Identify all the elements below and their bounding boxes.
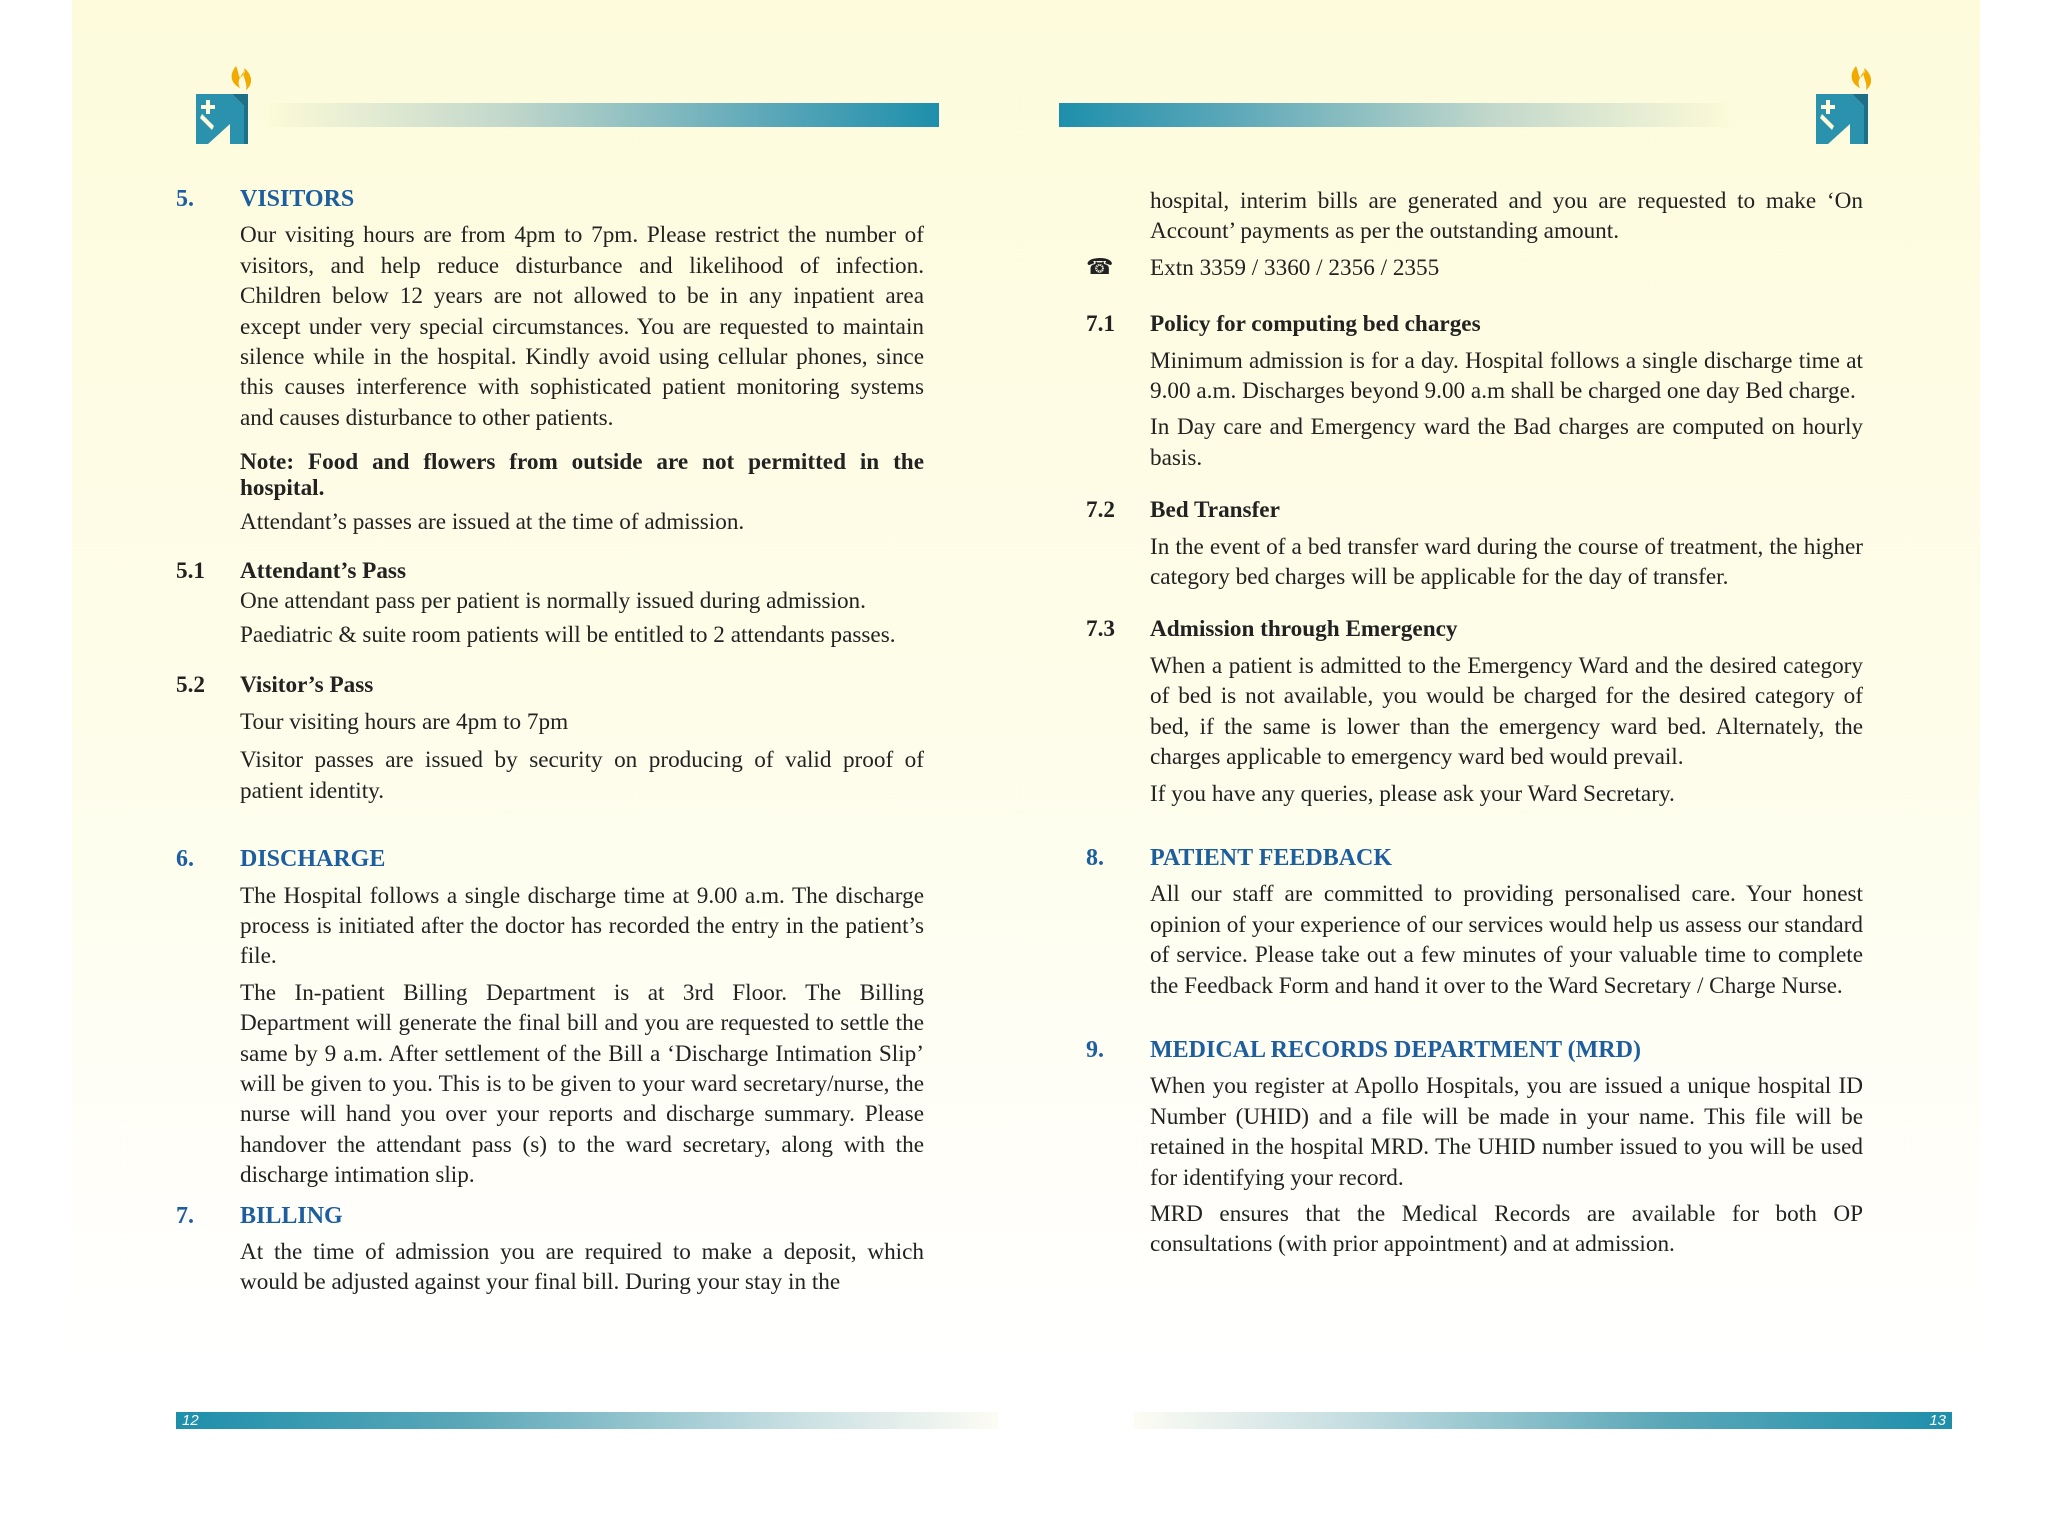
- feedback-paragraph: All our staff are committed to providing personalised care. Your honest opinion of your experience of our services would help us assess our standard of service. Please take out a few minutes of your valuable time to complete the Feedback Form and hand it over to the Ward Secretary / Charge Nurse.: [1150, 881, 1863, 999]
- left-page: [72, 0, 1026, 1515]
- subsection-heading: 5.2 Visitor’s Pass: [176, 672, 374, 699]
- header-bar: [268, 103, 939, 127]
- attendant-pass-paragraph: One attendant pass per patient is normally issued during admission.: [240, 588, 866, 615]
- left-content: [176, 184, 924, 1298]
- bed-charges-paragraph: In Day care and Emergency ward the Bad charges are computed on hourly basis.: [1150, 414, 1863, 471]
- visitors-paragraph: Our visiting hours are from 4pm to 7pm. Please restrict the number of visitors, and help reduce disturbance and likelihood of infection. Children below 12 years are not allowed to be in any inpatient area except under very special circumstances. You are requested to maintain silence while in the hospital. Kindly avoid using cellular phones, since this causes interference with sophisticated patient monitoring systems and causes disturbance to other patients.: [240, 222, 924, 431]
- visitor-pass-paragraph: Tour visiting hours are 4pm to 7pm: [240, 708, 569, 735]
- section-heading: 6. DISCHARGE: [176, 846, 386, 873]
- footer-bar: [176, 1412, 998, 1429]
- right-content: [1086, 186, 1863, 1260]
- footer-bar: [1134, 1412, 1952, 1429]
- section-heading: 8. PATIENT FEEDBACK: [1086, 844, 1393, 871]
- discharge-paragraph: The In-patient Billing Department is at 3rd Floor. The Billing Department will generate the final bill and you are requested to settle the same by 9 a.m. After settlement of the Bill a ‘Discharge Intimation Slip’ will be given to you. This is to be given to your ward secretary/nurse, the nurse will hand you over your reports and discharge summary. Please handover the attendant pass (s) to the ward secretary, along with the discharge intimation slip.: [240, 979, 924, 1189]
- visitors-paragraph: Attendant’s passes are issued at the time of admission.: [240, 509, 745, 536]
- page-number: 13: [1929, 1412, 1946, 1429]
- visitors-note: Note: Food and flowers from outside are not permitted in the hospital.: [240, 449, 924, 502]
- telephone-icon: ☎: [1086, 254, 1114, 280]
- subsection-heading: 5.1 Attendant’s Pass: [176, 557, 406, 584]
- billing-continued-paragraph: hospital, interim bills are generated and you are requested to make ‘On Account’ payments as per the outstanding amount.: [1150, 188, 1863, 245]
- discharge-paragraph: The Hospital follows a single discharge time at 9.00 a.m. The discharge process is initiated after the doctor has recorded the entry in the patient’s file.: [240, 882, 924, 970]
- emergency-paragraph: When a patient is admitted to the Emergency Ward and the desired category of bed is not available, you would be charged for the desired category of bed, if the same is lower than the emergency ward bed. Alternately, the charges applicable to emergency ward bed would prevail.: [1150, 652, 1863, 771]
- mrd-paragraph: MRD ensures that the Medical Records are available for both OP consultations (with prior appointment) and at admission.: [1150, 1200, 1863, 1258]
- section-heading: 7. BILLING: [176, 1202, 343, 1229]
- subsection-heading: 7.1 Policy for computing bed charges: [1086, 311, 1481, 338]
- attendant-pass-paragraph: Paediatric & suite room patients will be entitled to 2 attendants passes.: [240, 622, 896, 649]
- bed-transfer-paragraph: In the event of a bed transfer ward during the course of treatment, the higher category bed charges will be applicable for the day of transfer.: [1150, 533, 1863, 591]
- subsection-heading: 7.2 Bed Transfer: [1086, 497, 1280, 524]
- section-heading: 5. VISITORS: [176, 186, 355, 212]
- page-number: 12: [182, 1412, 199, 1429]
- subsection-heading: 7.3 Admission through Emergency: [1086, 616, 1458, 643]
- visitor-pass-paragraph: Visitor passes are issued by security on producing of valid proof of patient identity.: [240, 747, 924, 804]
- brochure-spread: [72, 0, 1980, 1515]
- header-bar: [1059, 103, 1729, 127]
- right-page: [1026, 0, 1980, 1515]
- bed-charges-paragraph: Minimum admission is for a day. Hospital follows a single discharge time at 9.00 a.m. Discharges beyond 9.00 a.m shall be charged one day Bed charge.: [1150, 347, 1863, 405]
- hospital-logo-icon: [192, 64, 264, 148]
- hospital-logo-icon: [1812, 64, 1884, 148]
- emergency-paragraph: If you have any queries, please ask your Ward Secretary.: [1150, 780, 1675, 807]
- section-heading: 9. MEDICAL RECORDS DEPARTMENT (MRD): [1086, 1036, 1641, 1063]
- billing-paragraph: At the time of admission you are required to make a deposit, which would be adjusted against your final bill. During your stay in the: [240, 1238, 924, 1296]
- phone-extension: ☎ Extn 3359 / 3360 / 2356 / 2355: [1086, 253, 1863, 283]
- mrd-paragraph: When you register at Apollo Hospitals, you are issued a unique hospital ID Number (UHID) and a file will be made in your name. This file will be retained in the hospital MRD. The UHID number issued to you will be used for identifying your record.: [1150, 1073, 1863, 1191]
